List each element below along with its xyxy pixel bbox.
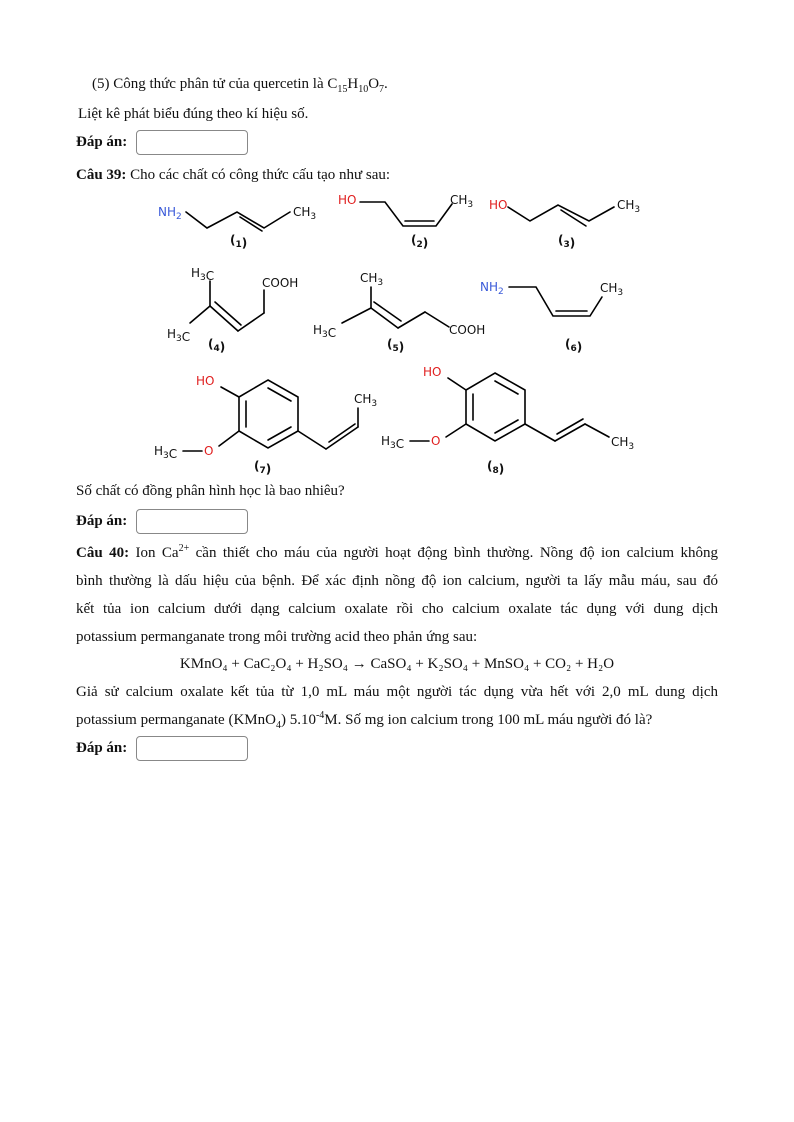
structure-label-2: $(_2)$ xyxy=(411,233,429,250)
q39-prompt: Cho các chất có công thức cấu tạo như sau: xyxy=(126,167,391,183)
q39-answer-label xyxy=(76,511,127,531)
q40-answer-label xyxy=(76,738,127,758)
structure-8-side-bond xyxy=(525,424,555,441)
structure-label-7: $(_7)$ xyxy=(254,459,272,476)
structure-8-inner-bond xyxy=(495,381,518,394)
structure-7-inner-bond xyxy=(268,388,291,401)
structure-label-1: $(_1)$ xyxy=(230,233,248,250)
methyl-label: $CH_3$ xyxy=(360,271,384,288)
methyl-label: $H_3C$ xyxy=(167,327,191,344)
answer-label-text: Đáp án: xyxy=(76,513,128,529)
answer-label-text: Đáp án: xyxy=(76,134,128,150)
structure-5-bond xyxy=(371,308,398,328)
q40-line-3: kết tủa ion calcium dưới dạng calcium oxalate rồi cho calcium oxalate tác dụng với dung dịch xyxy=(76,601,718,617)
structure-8-side-bond xyxy=(585,424,609,437)
q40-line-6 xyxy=(76,710,652,730)
q40-text: cần thiết cho máu của người hoạt động bình thường. Nồng độ ion calcium không xyxy=(189,545,718,561)
structure-8-oh-bond xyxy=(448,378,466,390)
structure-8-ring xyxy=(466,373,525,441)
structure-7-ring xyxy=(239,380,298,448)
formula-sub: 15 xyxy=(337,84,348,95)
charge-sup: 2+ xyxy=(178,543,190,554)
structure-7-inner-bond xyxy=(268,427,291,440)
structure-6-bonds xyxy=(509,287,602,316)
structure-1-bonds xyxy=(186,212,290,228)
formula-sub: 7 xyxy=(379,84,385,95)
structure-5-bond xyxy=(398,312,425,328)
methyl-label: $CH_3$ xyxy=(450,193,474,210)
methyl-label: $CH_3$ xyxy=(611,435,635,452)
amine-label: $NH_2$ xyxy=(480,280,504,297)
structure-3-bonds xyxy=(508,205,614,221)
structure-4-bond xyxy=(238,313,264,331)
q40-number: Câu 40: xyxy=(76,545,130,561)
hydroxyl-label: HO xyxy=(338,193,357,207)
carboxyl-label: COOH xyxy=(449,323,486,337)
methyl-label: $CH_3$ xyxy=(293,205,317,222)
statement-5-text: (5) Công thức phân tử của quercetin là C xyxy=(92,76,338,92)
oxygen-label: O xyxy=(204,444,214,458)
methyl-label: $H_3C$ xyxy=(381,434,405,451)
methyl-label: $H_3C$ xyxy=(191,266,215,283)
structure-8-inner-bond xyxy=(495,420,518,433)
structure-7-o-bond xyxy=(219,431,239,446)
formula-h: H xyxy=(347,76,359,92)
hydroxyl-label: HO xyxy=(489,198,508,212)
methyl-label: $CH_3$ xyxy=(354,392,378,409)
exponent-sup: -4 xyxy=(315,710,325,721)
answer-label-text: Đáp án: xyxy=(76,740,128,756)
q40-line-4: potassium permanganate trong môi trường acid theo phản ứng sau: xyxy=(76,629,478,645)
reaction-equation: KMnO₄ + CaC₂O₄ + H₂SO₄ → CaSO₄ + K₂SO₄ + MnSO₄ + CO₂ + H₂O xyxy=(179,656,615,672)
structure-label-5: $(_5)$ xyxy=(387,337,405,354)
structure-label-8: $(_8)$ xyxy=(487,459,505,476)
q40-line-1 xyxy=(76,543,718,563)
carboxyl-label: COOH xyxy=(262,276,299,290)
q40-text: ) 5.10 xyxy=(280,712,316,728)
methyl-label: $CH_3$ xyxy=(600,281,624,298)
q40-line-2: bình thường là dấu hiệu của bệnh. Để xác định nồng độ ion calcium, người ta lấy mẫu máu, sau đó xyxy=(76,573,718,589)
formula-end: . xyxy=(384,76,388,92)
structure-4-bond xyxy=(190,306,210,323)
q39-answer-box[interactable] xyxy=(136,509,248,534)
q40-answer-box[interactable] xyxy=(136,736,248,761)
amine-label: $NH_2$ xyxy=(158,205,182,222)
q39-number: Câu 39: xyxy=(76,167,127,183)
q40-text: Ion Ca xyxy=(129,545,179,561)
structure-5-double-bond xyxy=(374,302,401,321)
q38-instruction: Liệt kê phát biểu đúng theo kí hiệu số. xyxy=(78,106,309,122)
structure-5-bond xyxy=(425,312,449,327)
structure-8-o-bond xyxy=(446,424,466,437)
structure-label-6: $(_6)$ xyxy=(565,337,583,354)
formula-sub: 4 xyxy=(275,720,281,731)
structure-5-bond xyxy=(342,308,371,323)
q40-line-5: Giả sử calcium oxalate kết tủa từ 1,0 mL máu một người tác dụng vừa hết với 2,0 mL dung dịch xyxy=(76,684,718,700)
q39-question: Số chất có đồng phân hình học là bao nhiêu? xyxy=(76,483,345,499)
methyl-label: $CH_3$ xyxy=(617,198,641,215)
hydroxyl-label: HO xyxy=(196,374,215,388)
oxygen-label: O xyxy=(431,434,441,448)
q40-text: M. Số mg ion calcium trong 100 mL máu người đó là? xyxy=(324,712,653,728)
structure-7-double-bond xyxy=(329,424,355,442)
methyl-label: $H_3C$ xyxy=(154,444,178,461)
methyl-label: $H_3C$ xyxy=(313,323,337,340)
structure-2-bonds xyxy=(360,202,452,226)
structure-label-4: $(_4)$ xyxy=(208,337,226,354)
q40-text: potassium permanganate (KMnO xyxy=(76,712,276,728)
structure-label-3: $(_3)$ xyxy=(558,233,576,250)
structure-7-oh-bond xyxy=(221,387,239,397)
hydroxyl-label: HO xyxy=(423,365,442,379)
structure-7-side-bond xyxy=(298,431,326,449)
formula-sub: 10 xyxy=(358,84,369,95)
formula-o: O xyxy=(368,76,380,92)
structure-7-side-bond xyxy=(326,427,358,449)
